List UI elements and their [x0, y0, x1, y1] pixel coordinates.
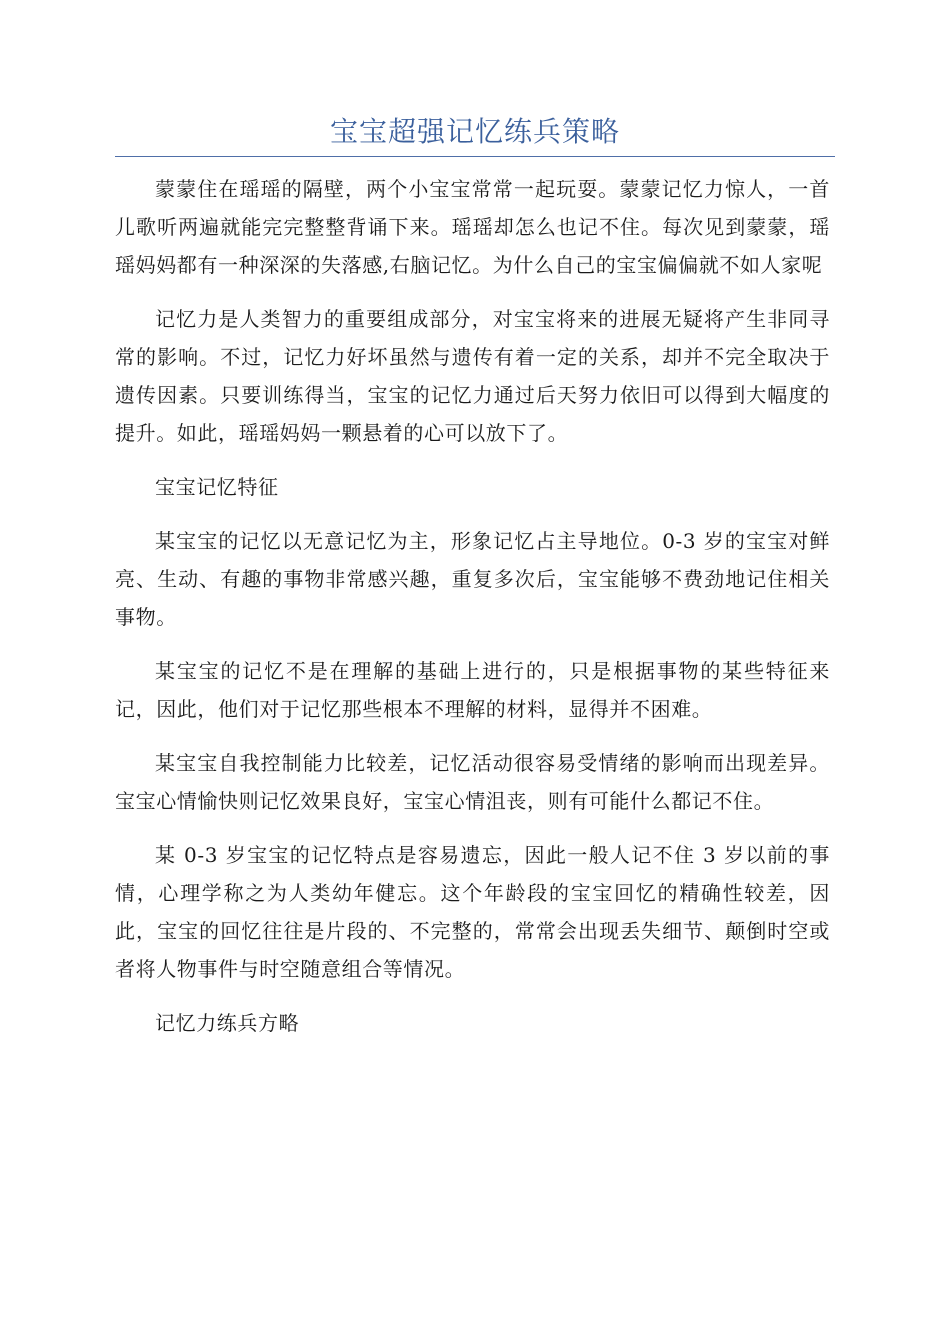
- paragraph-intro: 蒙蒙住在瑶瑶的隔壁，两个小宝宝常常一起玩耍。蒙蒙记忆力惊人，一首儿歌听两遍就能完完整整背诵下来。瑶瑶却怎么也记不住。每次见到蒙蒙，瑶瑶妈妈都有一种深深的失落感,右脑记忆。为什么自己的宝宝偏偏就不如人家呢: [115, 177, 830, 277]
- document-body: [115, 170, 830, 1058]
- section-heading-training-strategy: 记忆力练兵方略: [155, 1011, 300, 1035]
- paragraph-memory-importance: 记忆力是人类智力的重要组成部分，对宝宝将来的进展无疑将产生非同寻常的影响。不过，记忆力好坏虽然与遗传有着一定的关系，却并不完全取决于遗传因素。只要训练得当，宝宝的记忆力通过后天努力依旧可以得到大幅度的提升。如此，瑶瑶妈妈一颗悬着的心可以放下了。: [115, 307, 830, 445]
- title-block: [115, 112, 835, 157]
- paragraph-feature-1: 某宝宝的记忆以无意记忆为主，形象记忆占主导地位。0-3 岁的宝宝对鲜亮、生动、有趣的事物非常感兴趣，重复多次后，宝宝能够不费劲地记住相关事物。: [115, 529, 830, 629]
- paragraph-feature-2: 某宝宝的记忆不是在理解的基础上进行的，只是根据事物的某些特征来记，因此，他们对于记忆那些根本不理解的材料，显得并不困难。: [115, 659, 830, 721]
- section-heading-memory-features: 宝宝记忆特征: [155, 475, 279, 499]
- paragraph-feature-4: 某 0-3 岁宝宝的记忆特点是容易遗忘，因此一般人记不住 3 岁以前的事情，心理学称之为人类幼年健忘。这个年龄段的宝宝回忆的精确性较差，因此，宝宝的回忆往往是片段的、不完整的，常常会出现丢失细节、颠倒时空或者将人物事件与时空随意组合等情况。: [115, 843, 830, 981]
- document-title: 宝宝超强记忆练兵策略: [329, 115, 620, 148]
- paragraph-feature-3: 某宝宝自我控制能力比较差，记忆活动很容易受情绪的影响而出现差异。宝宝心情愉快则记忆效果良好，宝宝心情沮丧，则有可能什么都记不住。: [115, 751, 830, 813]
